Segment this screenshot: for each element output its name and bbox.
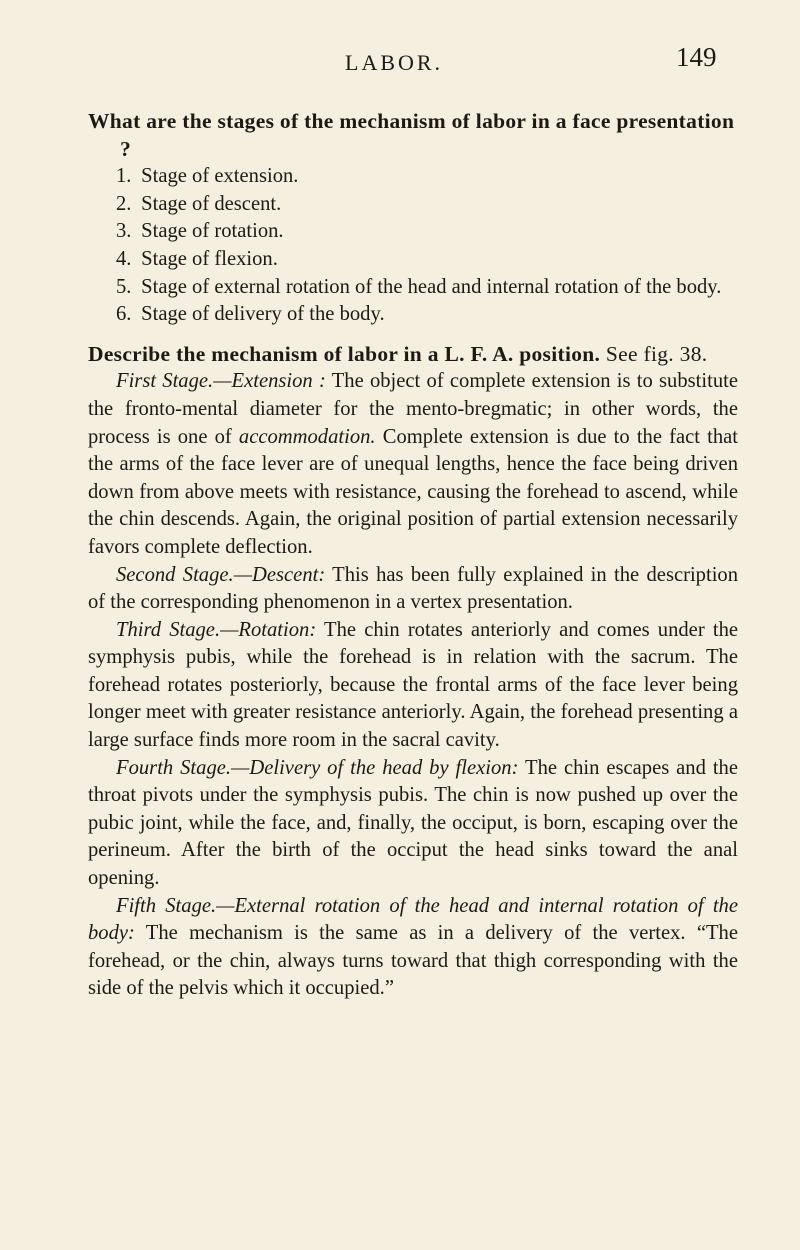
list-item: 5. Stage of external rotation of the head and internal rotation of the body. xyxy=(116,275,722,298)
stages-list xyxy=(88,163,738,329)
question-heading-stages: What are the stages of the mechanism of labor in a face presentation ? xyxy=(88,109,735,161)
question-heading-mechanism: Describe the mechanism of labor in a L. F. A. position. See fig. 38. xyxy=(88,341,708,366)
paragraph-first-stage: First Stage.—Extension : The object of complete extension is to substitute the fronto-mental diameter for the mento-bregmatic; in other words, the process is one of accommodation. Complete extension is due to the fact that the arms of the face lever are of unequal lengths, hence the face being driven down from above meets with resistance, causing the forehead to ascend, while the chin descends. Again, the original position of partial extension necessarily favors complete deflection. xyxy=(88,370,738,558)
running-head xyxy=(0,42,800,86)
paragraph-fourth-stage: Fourth Stage.—Delivery of the head by flexion: The chin escapes and the throat pivots under the symphysis pubis. The chin is now pushed up over the pubic joint, while the face, and, finally, the occiput, is born, escaping over the perineum. After the birth of the occiput the head sinks toward the anal opening. xyxy=(88,756,738,890)
figure-reference: See fig. 38. xyxy=(605,341,708,366)
list-item: 4. Stage of flexion. xyxy=(116,247,278,270)
list-item: 6. Stage of delivery of the body. xyxy=(116,303,385,326)
list-item: 2. Stage of descent. xyxy=(116,192,282,215)
paragraph-third-stage: Third Stage.—Rotation: The chin rotates anteriorly and comes under the symphysis pubis, while the forehead is in relation with the sacrum. The forehead rotates posteriorly, because the frontal arms of the face lever being longer meet with greater resistance anteriorly. Again, the forehead presenting a large surface finds more room in the sacral cavity. xyxy=(88,618,739,752)
stage-label: First Stage.—Extension : xyxy=(116,370,326,393)
stage-label: Second Stage.—Descent: xyxy=(116,563,326,586)
paragraph-second-stage: Second Stage.—Descent: This has been fully explained in the description of the corresponding phenomenon in a vertex presentation. xyxy=(88,563,739,614)
list-item: 3. Stage of rotation. xyxy=(116,220,284,243)
paragraph-fifth-stage: Fifth Stage.—External rotation of the head and internal rotation of the body: The mechanism is the same as in a delivery of the vertex. “The forehead, or the chin, always turns toward that thigh corresponding with the side of the pelvis which it occupied.” xyxy=(88,894,738,1000)
page-body xyxy=(88,108,738,1003)
stage-label: Fifth Stage.—External rotation of the head and internal rotation of the body: xyxy=(88,894,738,945)
list-item: 1. Stage of extension. xyxy=(116,165,299,188)
stage-label: Third Stage.—Rotation: xyxy=(116,618,317,641)
page-number: 149 xyxy=(676,42,717,72)
stage-label: Fourth Stage.—Delivery of the head by flexion: xyxy=(116,756,519,779)
running-title: LABOR. xyxy=(345,50,444,75)
